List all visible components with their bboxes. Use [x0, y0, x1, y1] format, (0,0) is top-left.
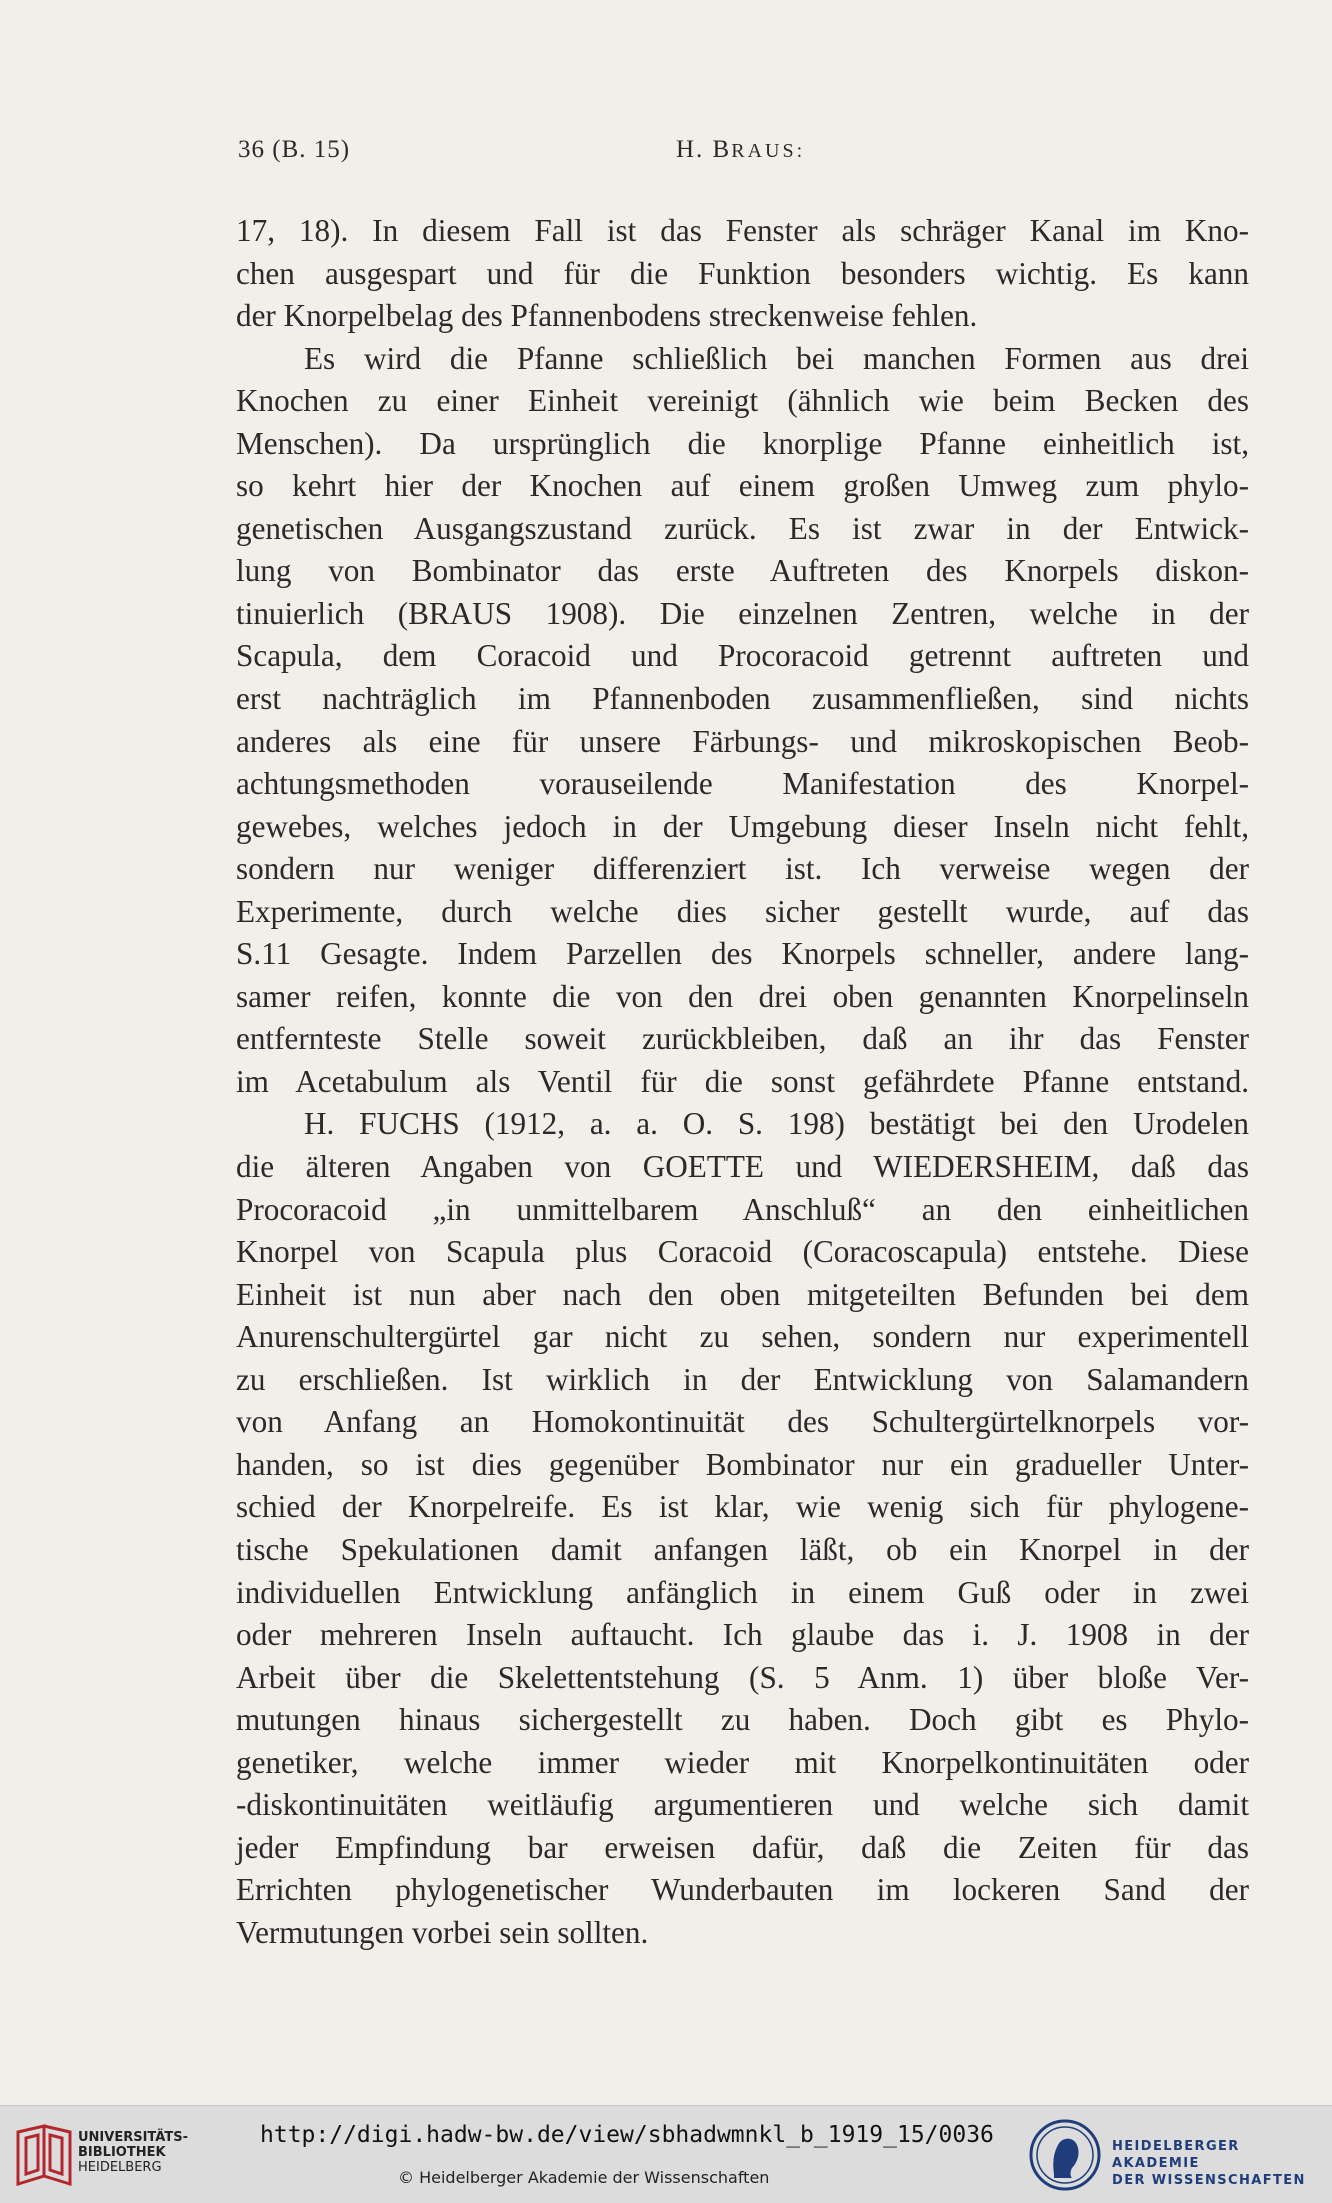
footer-bar: [0, 2105, 1332, 2203]
text-line: Knorpel von Scapula plus Coracoid (Coracoscapula) entstehe. Diese: [236, 1234, 1249, 1270]
academy-line-2: DER WISSENSCHAFTEN: [1112, 2173, 1306, 2188]
text-line: genetiker, welche immer wieder mit Knorpelkontinuitäten oder: [236, 1744, 1249, 1780]
text-line: schied der Knorpelreife. Es ist klar, wie wenig sich für phylogene-: [236, 1489, 1249, 1525]
text-line: samer reifen, konnte die von den drei oben genannten Knorpelinseln: [236, 978, 1249, 1014]
copyright-notice: © Heidelberger Akademie der Wissenschaften: [398, 2168, 770, 2187]
text-line: Errichten phylogenetischer Wunderbauten im lockeren Sand der: [236, 1872, 1249, 1908]
author-rest: RAUS:: [731, 140, 806, 162]
text-line: H. FUCHS (1912, a. a. O. S. 198) bestätigt bei den Urodelen: [304, 1106, 1249, 1142]
text-line: -diskontinuitäten weitläufig argumentieren und welche sich damit: [236, 1787, 1249, 1823]
text-line: Anurenschultergürtel gar nicht zu sehen, sondern nur experimentell: [236, 1319, 1249, 1355]
text-line: Experimente, durch welche dies sicher gestellt wurde, auf das: [236, 893, 1249, 929]
text-line: so kehrt hier der Knochen auf einem großen Umweg zum phylo-: [236, 468, 1249, 504]
running-head: [238, 136, 1248, 172]
library-line-3: HEIDELBERG: [78, 2160, 162, 2175]
text-line: anderes als eine für unsere Färbungs- und mikroskopischen Beob-: [236, 723, 1249, 759]
text-line: der Knorpelbelag des Pfannenbodens streckenweise fehlen.: [236, 298, 978, 334]
academy-name: [1112, 2138, 1332, 2189]
library-line-2: BIBLIOTHEK: [78, 2145, 166, 2160]
text-line: lung von Bombinator das erste Auftreten des Knorpels diskon-: [236, 553, 1249, 589]
body-text: [236, 210, 1249, 1954]
page-number: 36 (B. 15): [238, 136, 351, 163]
author-initial: H. B: [676, 136, 732, 163]
text-line: Einheit ist nun aber nach den oben mitgeteilten Befunden bei dem: [236, 1276, 1249, 1312]
text-line: erst nachträglich im Pfannenboden zusammenfließen, sind nichts: [236, 681, 1249, 717]
permalink-url[interactable]: http://digi.hadw-bw.de/view/sbhadwmnkl_b_1919_15/0036: [260, 2122, 994, 2148]
text-line: jeder Empfindung bar erweisen dafür, daß die Zeiten für das: [236, 1829, 1249, 1865]
text-line: Knochen zu einer Einheit vereinigt (ähnlich wie beim Becken des: [236, 383, 1249, 419]
text-line: Vermutungen vorbei sein sollten.: [236, 1914, 649, 1950]
running-head-author: [676, 136, 805, 164]
text-line: individuellen Entwicklung anfänglich in einem Guß oder in zwei: [236, 1574, 1249, 1610]
ub-heidelberg-logo-icon: [14, 2124, 74, 2188]
text-line: sondern nur weniger differenziert ist. Ich verweise wegen der: [236, 851, 1249, 887]
text-line: Es wird die Pfanne schließlich bei manchen Formen aus drei: [304, 340, 1249, 376]
text-line: S.11 Gesagte. Indem Parzellen des Knorpels schneller, andere lang-: [236, 936, 1249, 972]
text-line: die älteren Angaben von GOETTE und WIEDERSHEIM, daß das: [236, 1149, 1249, 1185]
text-line: achtungsmethoden vorauseilende Manifestation des Knorpel-: [236, 766, 1249, 802]
text-line: Scapula, dem Coracoid und Procoracoid getrennt auftreten und: [236, 638, 1249, 674]
text-line: mutungen hinaus sichergestellt zu haben. Doch gibt es Phylo-: [236, 1702, 1249, 1738]
text-line: im Acetabulum als Ventil für die sonst gefährdete Pfanne entstand.: [236, 1063, 1249, 1099]
text-line: chen ausgespart und für die Funktion besonders wichtig. Es kann: [236, 255, 1249, 291]
text-line: Menschen). Da ursprünglich die knorplige Pfanne einheitlich ist,: [236, 425, 1249, 461]
text-line: 17, 18). In diesem Fall ist das Fenster als schräger Kanal im Kno-: [236, 213, 1249, 248]
text-line: oder mehreren Inseln auftaucht. Ich glaube das i. J. 1908 in der: [236, 1617, 1249, 1653]
text-line: tische Spekulationen damit anfangen läßt, ob ein Knorpel in der: [236, 1531, 1249, 1567]
text-line: von Anfang an Homokontinuität des Schultergürtelknorpels vor-: [236, 1404, 1249, 1440]
text-line: zu erschließen. Ist wirklich in der Entwicklung von Salamandern: [236, 1361, 1249, 1397]
text-line: entfernteste Stelle soweit zurückbleiben, daß an ihr das Fenster: [236, 1021, 1249, 1057]
text-line: handen, so ist dies gegenüber Bombinator nur ein gradueller Unter-: [236, 1446, 1249, 1482]
text-line: genetischen Ausgangszustand zurück. Es ist zwar in der Entwick-: [236, 510, 1249, 546]
text-line: gewebes, welches jedoch in der Umgebung dieser Inseln nicht fehlt,: [236, 808, 1249, 844]
text-line: Arbeit über die Skelettentstehung (S. 5 Anm. 1) über bloße Ver-: [236, 1659, 1249, 1695]
library-line-1: UNIVERSITÄTS-: [78, 2130, 188, 2145]
text-line: Procoracoid „in unmittelbarem Anschluß“ an den einheitlichen: [236, 1191, 1249, 1227]
academy-line-1: HEIDELBERGER AKADEMIE: [1112, 2139, 1240, 2171]
library-name: [78, 2130, 188, 2175]
text-line: tinuierlich (BRAUS 1908). Die einzelnen Zentren, welche in der: [236, 595, 1249, 631]
hadw-seal-icon: [1028, 2118, 1102, 2192]
